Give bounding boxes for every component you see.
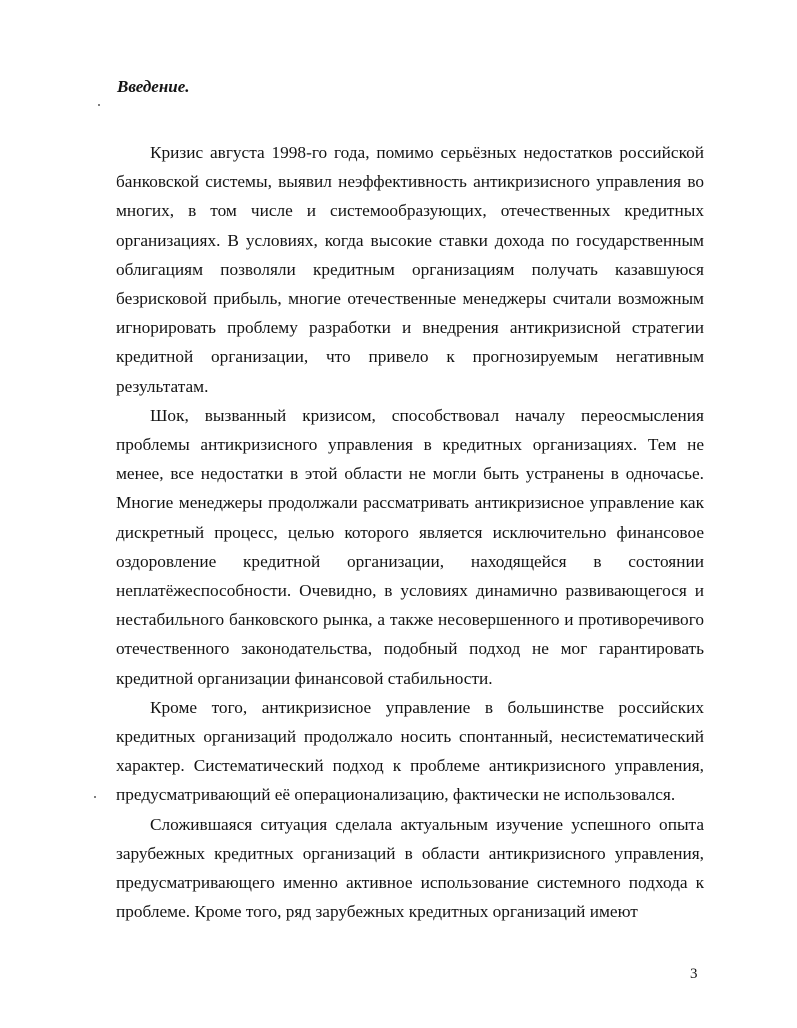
paragraph-3: Кроме того, антикризисное управление в большинстве российских кредитных организаций продолжало носить спонтанный, несистематический характер. Систематический подход к проблеме антикризисного управления, предусматривающий её операционализацию, фактически не использовался.	[116, 697, 704, 805]
paragraph-2: Шок, вызванный кризисом, способствовал началу переосмысления проблемы антикризисного управления в кредитных организациях. Тем не менее, все недостатки в этой области не могли быть устранены в одночасье. Многие менеджеры продолжали рассматривать антикризисное управление как дискретный процесс, целью которого является исключительно финансовое оздоровление кредитной организации, находящейся в состоянии неплатёжеспособности. Очевидно, в условиях динамично развивающегося и нестабильного банковского рынка, а также несовершенного и противоречивого отечественного законодательства, подобный подход не мог гарантировать кредитной организации финансовой стабильности.	[116, 405, 704, 688]
page-number: 3	[690, 966, 698, 982]
section-heading: Введение.	[117, 77, 190, 96]
scan-speck	[98, 104, 100, 106]
scan-speck	[94, 796, 96, 798]
paragraph-1: Кризис августа 1998-го года, помимо серьёзных недостатков российской банковской системы, выявил неэффективность антикризисного управления во многих, в том числе и системообразующих, отечественных кредитных организациях. В условиях, когда высокие ставки дохода по государственным облигациям позволяли кредитным организациям получать казавшуюся безрисковой прибыль, многие отечественные менеджеры считали возможным игнорировать проблему разработки и внедрения антикризисной стратегии кредитной организации, что привело к прогнозируемым негативным результатам.	[116, 143, 704, 396]
body-text	[116, 138, 704, 926]
paragraph-4: Сложившаяся ситуация сделала актуальным изучение успешного опыта зарубежных кредитных организаций в области антикризисного управления, предусматривающего именно активное использование системного подхода к проблеме. Кроме того, ряд зарубежных кредитных организаций имеют	[116, 814, 704, 922]
